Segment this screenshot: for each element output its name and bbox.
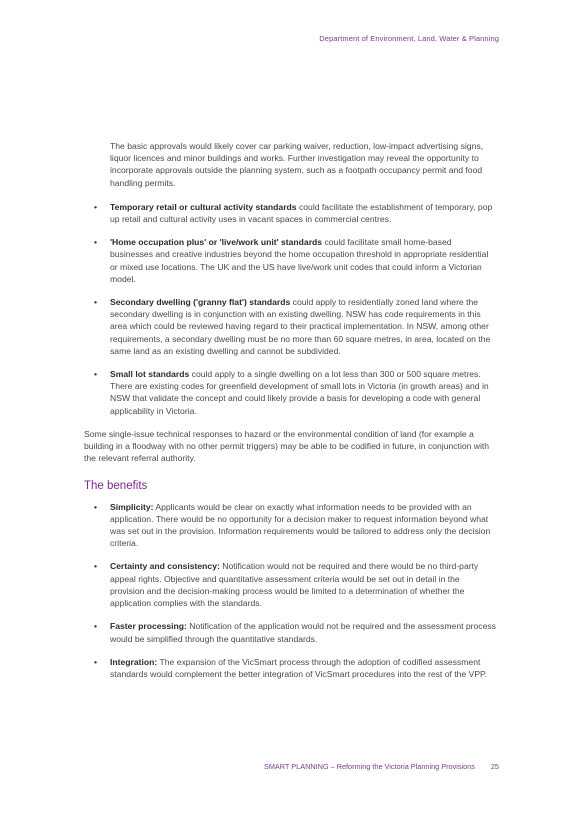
bullet-icon: • [94,656,98,667]
main-content [84,140,496,691]
list-item [84,656,496,680]
bullet-icon: • [94,561,98,572]
section-heading: The benefits [84,480,148,493]
bullet-icon: • [94,621,98,632]
list-item-term: Temporary retail or cultural activity standards [110,201,297,212]
standards-list [84,201,496,417]
list-item-term: Integration: [110,656,158,667]
technical-paragraph: Some single-issue technical responses to hazard or the environmental condition of land (for example a building in a floodway with no other permit triggers) may be able to be codified in future, in conjunction with the relevant referral authority. [84,428,490,464]
list-item [84,296,496,357]
list-item-text: could facilitate small home-based businesses and creative industries beyond the home occupation threshold in appropriate residential or mixed use locations. The UK and the US have live/work unit codes that could inform a Victorian model. [110,237,489,284]
list-item-text: The expansion of the VicSmart process through the adoption of codified assessment standards would complement the better integration of VicSmart procedures into the rest of the VPP. [110,656,488,679]
running-footer [264,762,499,771]
bullet-icon: • [94,297,98,308]
list-item-text: could facilitate the establishment of temporary, pop up retail and cultural activity uses in vacant spaces in commercial centres. [110,201,493,225]
list-item [84,236,496,285]
list-item-text: could apply to a single dwelling on a lot less than 300 or 500 square metres. There are existing codes for greenfield development of small lots in Victoria (in growth areas) and in NSW that validate the concept and could likely provide a basis for developing a code with general applicability in Victoria. [110,369,489,416]
list-item-term: Simplicity: [110,501,154,512]
running-header: Department of Environment, Land, Water & Planning [319,34,499,43]
bullet-icon: • [94,237,98,248]
list-item [84,201,496,225]
list-item-text: Notification of the application would not be required and the assessment process would be simplified through the quantitative standards. [110,621,496,644]
list-item-text: Notification would not be required and there would be no third-party appeal rights. Objective and quantitative assessment criteria would be set out in detail in the provision and the decision-making process would be limited to a determination of whether the application complies with the standards. [110,561,479,609]
list-item [84,620,496,644]
list-item [84,368,496,417]
page-number: 25 [490,762,499,771]
bullet-icon: • [94,201,98,212]
list-item-term: Small lot standards [110,369,190,380]
bullet-icon: • [94,501,98,512]
list-item-text: Applicants would be clear on exactly what information needs to be provided with an application. There would be no opportunity for a decision maker to request information beyond what was set out in the provision. Information requirements would be tailored to address only the decision criteria. [110,501,491,549]
list-item [84,560,496,609]
list-item-term: Certainty and consistency: [110,561,220,572]
list-item [84,501,496,550]
continued-paragraph: The basic approvals would likely cover car parking waiver, reduction, low-impact advertising signs, liquor licences and minor buildings and works. Further investigation may reveal the opportunity to incorporate approvals outside the planning system, such as a footpath occupancy permit and food handling permits. [110,141,484,188]
benefits-list [84,501,496,680]
list-item-term: Secondary dwelling ('granny flat') standards [110,297,291,308]
bullet-icon: • [94,369,98,380]
footer-title: SMART PLANNING – Reforming the Victoria Planning Provisions [263,762,475,771]
list-item-text: could apply to residentially zoned land where the secondary dwelling is in conjunction with an existing dwelling. NSW has code requirements in this area which could be reviewed having regard to their practical implementation. In NSW, among other requirements, a secondary dwelling must be no more than 60 square metres, in area, located on the same land as an existing dwelling and cannot be subdivided. [110,297,491,356]
list-item-term: 'Home occupation plus' or 'live/work unit' standards [110,237,323,248]
list-item-term: Faster processing: [110,621,187,632]
